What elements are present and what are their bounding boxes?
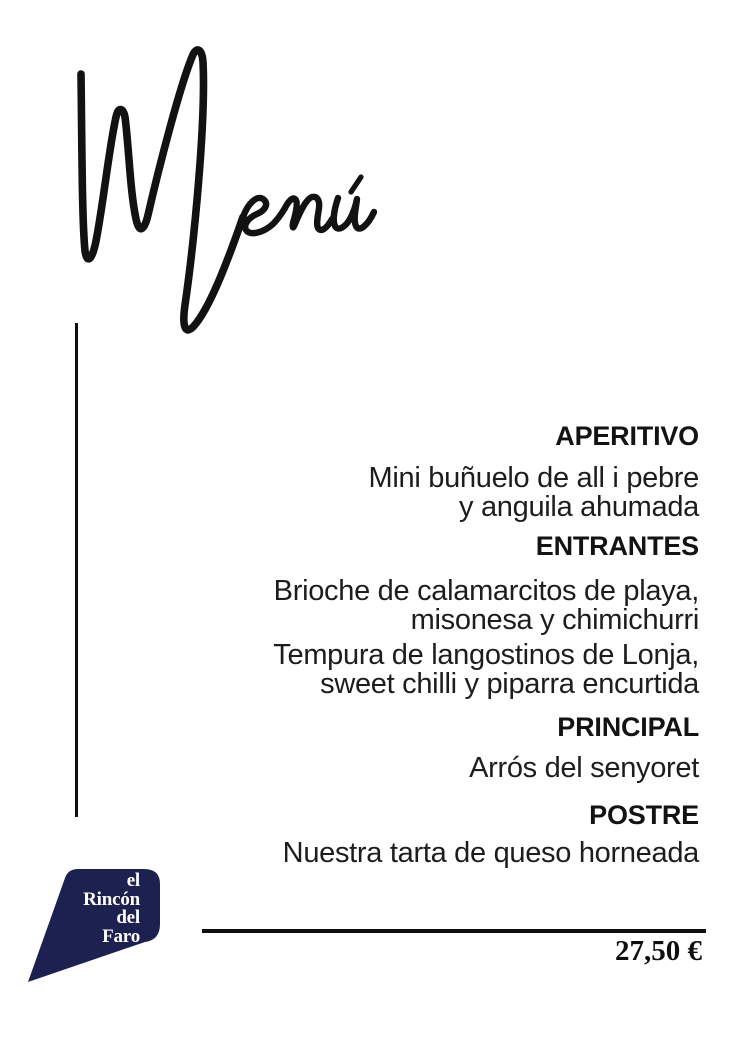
section-header-postre: POSTRE [589, 800, 699, 830]
section-header-aperitivo: APERITIVO [555, 421, 699, 451]
logo-wordmark [83, 872, 140, 946]
logo-line: Rincón [83, 888, 140, 910]
dish-line: Nuestra tarta de queso horneada [282, 837, 699, 869]
logo-line: el [126, 870, 140, 891]
section-header-principal: PRINCIPAL [557, 712, 699, 742]
dish-entrantes-2 [139, 641, 699, 699]
script-letter-u [334, 198, 374, 229]
menu-price: 27,50 € [615, 935, 702, 967]
dish-entrantes-1 [139, 577, 699, 635]
dish-line: Brioche de calamarcitos de playa, [273, 575, 699, 607]
dish-principal-1 [139, 754, 699, 783]
logo-line: del [116, 907, 140, 928]
script-letter-M [81, 50, 243, 330]
dish-line: sweet chilli y piparra encurtida [320, 668, 699, 700]
dish-line: y anguila ahumada [459, 491, 699, 523]
dish-line: misonesa y chimichurri [410, 604, 699, 636]
price-divider-line [202, 929, 706, 933]
script-letter-n [285, 197, 332, 230]
script-accent-acute [351, 177, 361, 192]
menu-items [139, 420, 699, 868]
menu-title-script [55, 35, 400, 345]
script-letter-e [243, 198, 285, 233]
dish-line: Tempura de langostinos de Lonja, [273, 639, 699, 671]
dish-postre-1 [139, 839, 699, 868]
section-header-entrantes: ENTRANTES [535, 531, 699, 561]
dish-line: Mini buñuelo de all i pebre [368, 462, 699, 494]
logo-line: Faro [102, 925, 140, 947]
dish-line: Arrós del senyoret [469, 752, 699, 784]
left-divider-line [75, 323, 78, 817]
dish-aperitivo-1 [139, 464, 699, 522]
restaurant-logo [24, 866, 164, 986]
